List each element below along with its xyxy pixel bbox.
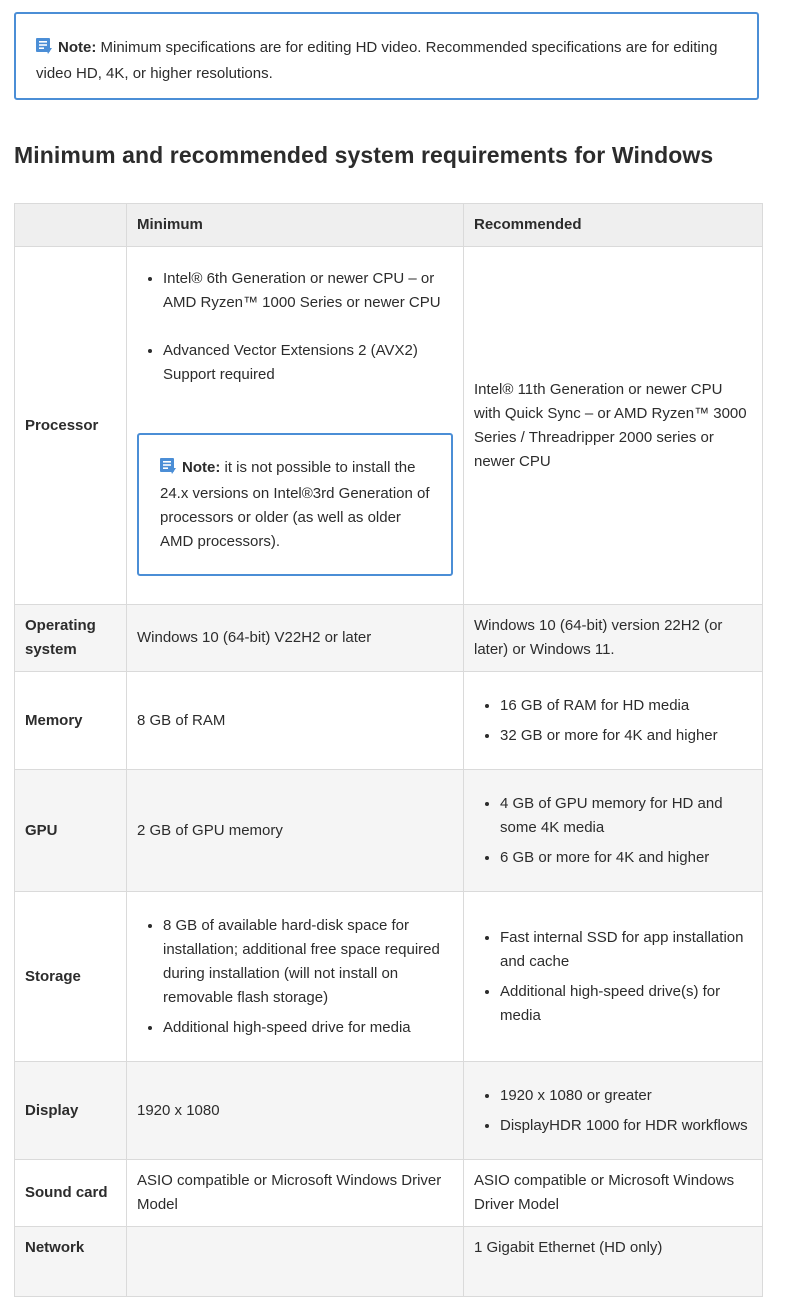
table-row-network bbox=[15, 1227, 763, 1297]
list-item: • 16 GB of RAM for HD media bbox=[500, 694, 752, 718]
row-label-display: Display bbox=[15, 1062, 127, 1160]
header-empty bbox=[15, 204, 127, 247]
note-icon bbox=[160, 458, 177, 482]
requirements-table bbox=[14, 203, 763, 1297]
list-item: • Intel® 6th Generation or newer CPU – or AMD Ryzen™ 1000 Series or newer CPU bbox=[163, 267, 453, 315]
row-label-memory: Memory bbox=[15, 672, 127, 770]
row-label-storage: Storage bbox=[15, 892, 127, 1062]
note-text: Minimum specifications are for editing HD video. Recommended specifications are for editing video HD, 4K, or higher resolutions. bbox=[36, 39, 718, 82]
list-item: • Additional high-speed drive(s) for media bbox=[500, 980, 752, 1028]
network-recommended: 1 Gigabit Ethernet (HD only) bbox=[464, 1227, 763, 1297]
table-row-processor bbox=[15, 247, 763, 605]
display-recommended bbox=[464, 1062, 763, 1160]
header-minimum: Minimum bbox=[127, 204, 464, 247]
processor-minimum bbox=[127, 247, 464, 605]
processor-note bbox=[137, 433, 453, 576]
list-item: • Fast internal SSD for app installation and cache bbox=[500, 926, 752, 974]
table-row-memory bbox=[15, 672, 763, 770]
storage-minimum bbox=[127, 892, 464, 1062]
note-label: Note: bbox=[182, 459, 221, 476]
sound-minimum: ASIO compatible or Microsoft Windows Driver Model bbox=[127, 1160, 464, 1227]
list-item: • 1920 x 1080 or greater bbox=[500, 1084, 752, 1108]
list-item: • Additional high-speed drive for media bbox=[163, 1016, 453, 1040]
os-recommended: Windows 10 (64-bit) version 22H2 (or later) or Windows 11. bbox=[464, 605, 763, 672]
list-item: • Advanced Vector Extensions 2 (AVX2) Support required bbox=[163, 339, 453, 387]
note-text: it is not possible to install the 24.x versions on Intel®3rd Generation of processors or older (as well as older AMD processors). bbox=[160, 459, 430, 550]
os-minimum: Windows 10 (64-bit) V22H2 or later bbox=[127, 605, 464, 672]
top-note bbox=[14, 12, 759, 100]
memory-recommended bbox=[464, 672, 763, 770]
table-row-gpu bbox=[15, 770, 763, 892]
list-item: • 4 GB of GPU memory for HD and some 4K media bbox=[500, 792, 752, 840]
row-label-os: Operating system bbox=[15, 605, 127, 672]
table-row-os bbox=[15, 605, 763, 672]
list-item: • 8 GB of available hard-disk space for installation; additional free space required during installation (will not install on removable flash storage) bbox=[163, 914, 453, 1010]
table-row-storage bbox=[15, 892, 763, 1062]
table-row-display bbox=[15, 1062, 763, 1160]
section-heading: Minimum and recommended system requirements for Windows bbox=[14, 142, 714, 168]
note-label: Note: bbox=[58, 39, 97, 56]
header-recommended: Recommended bbox=[464, 204, 763, 247]
row-label-gpu: GPU bbox=[15, 770, 127, 892]
list-item: • DisplayHDR 1000 for HDR workflows bbox=[500, 1114, 752, 1138]
sound-recommended: ASIO compatible or Microsoft Windows Driver Model bbox=[464, 1160, 763, 1227]
processor-recommended: Intel® 11th Generation or newer CPU with Quick Sync – or AMD Ryzen™ 3000 Series / Threadripper 2000 series or newer CPU bbox=[464, 247, 763, 605]
row-label-processor: Processor bbox=[15, 247, 127, 605]
note-icon bbox=[36, 38, 53, 62]
table-header-row bbox=[15, 204, 763, 247]
network-minimum bbox=[127, 1227, 464, 1297]
gpu-recommended bbox=[464, 770, 763, 892]
storage-recommended bbox=[464, 892, 763, 1062]
list-item: • 6 GB or more for 4K and higher bbox=[500, 846, 752, 870]
table-row-sound bbox=[15, 1160, 763, 1227]
memory-minimum: 8 GB of RAM bbox=[127, 672, 464, 770]
gpu-minimum: 2 GB of GPU memory bbox=[127, 770, 464, 892]
row-label-network: Network bbox=[15, 1227, 127, 1297]
row-label-sound: Sound card bbox=[15, 1160, 127, 1227]
list-item: • 32 GB or more for 4K and higher bbox=[500, 724, 752, 748]
display-minimum: 1920 x 1080 bbox=[127, 1062, 464, 1160]
